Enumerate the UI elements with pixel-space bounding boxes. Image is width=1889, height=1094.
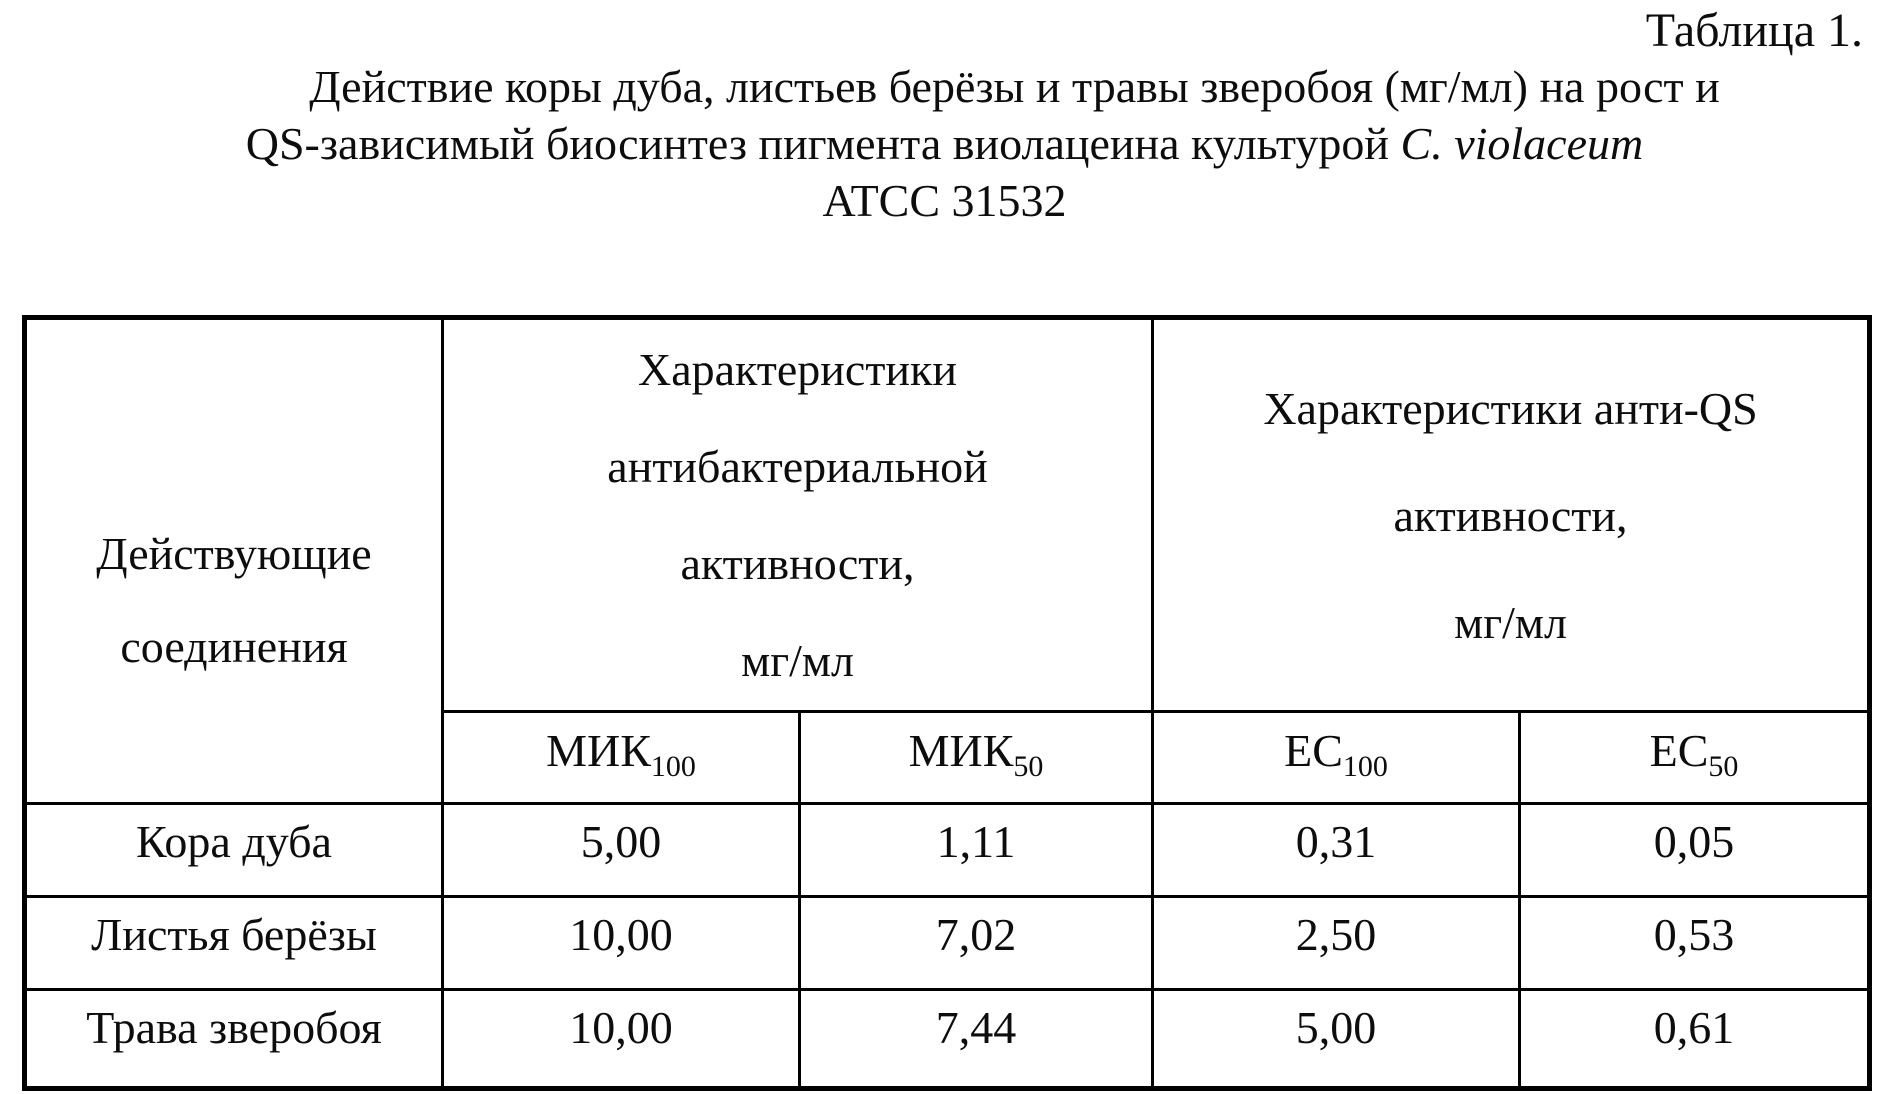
subheader-mik50-sub: 50 <box>1013 749 1044 783</box>
subheader-mik50-base: МИК <box>908 724 1014 776</box>
cell-ec50-value: 0,05 <box>1520 804 1870 897</box>
caption-line-2 <box>0 115 1889 172</box>
table-row-oak-bark <box>25 804 1870 897</box>
header-anti-qs-line-2: активности, <box>1393 489 1628 541</box>
header-antibacterial-line-1: Характеристики <box>637 344 958 395</box>
results-table <box>22 315 1872 1091</box>
cell-mik50-value: 7,44 <box>800 990 1153 1089</box>
subheader-mik100-base: МИК <box>546 724 651 776</box>
subheader-ec100 <box>1153 712 1520 804</box>
header-anti-qs-line-3: мг/мл <box>1454 596 1567 648</box>
subheader-ec50-base: EC <box>1649 724 1709 776</box>
subheader-mik100-sub: 100 <box>650 749 696 783</box>
caption-line-2-text: QS-зависимый биосинтез пигмента виолацеина культурой <box>245 118 1401 169</box>
header-anti-qs-group <box>1153 318 1870 712</box>
cell-compound-name: Кора дуба <box>25 804 443 897</box>
cell-ec50-value: 0,53 <box>1520 897 1870 990</box>
table-row-st-johns-wort <box>25 990 1870 1089</box>
table-number-label: Таблица 1. <box>1645 4 1863 57</box>
caption-line-3: ATCC 31532 <box>822 175 1067 226</box>
subheader-mik100 <box>443 712 800 804</box>
header-antibacterial-line-4: мг/мл <box>741 635 854 686</box>
header-anti-qs-line-1: Характеристики анти-QS <box>1263 382 1758 434</box>
header-row-groups <box>25 318 1870 712</box>
subheader-ec100-sub: 100 <box>1342 749 1388 783</box>
subheader-ec50 <box>1520 712 1870 804</box>
cell-mik50-value: 1,11 <box>800 804 1153 897</box>
caption-line-1: Действие коры дуба, листьев берёзы и травы зверобоя (мг/мл) на рост и <box>309 61 1720 112</box>
header-active-compounds-line-2: соединения <box>120 620 348 672</box>
cell-ec100-value: 5,00 <box>1153 990 1520 1089</box>
header-active-compounds-line-1: Действующие <box>96 527 372 579</box>
caption-species-name: C. violaceum <box>1400 118 1644 169</box>
header-antibacterial-group <box>443 318 1153 712</box>
cell-ec50-value: 0,61 <box>1520 990 1870 1089</box>
cell-mik100-value: 10,00 <box>443 897 800 990</box>
subheader-ec50-sub: 50 <box>1708 749 1739 783</box>
header-antibacterial-line-2: антибактериальной <box>607 441 988 492</box>
cell-mik100-value: 5,00 <box>443 804 800 897</box>
subheader-mik50 <box>800 712 1153 804</box>
header-active-compounds <box>25 318 443 804</box>
header-antibacterial-line-3: активности, <box>680 538 915 589</box>
cell-mik50-value: 7,02 <box>800 897 1153 990</box>
cell-ec100-value: 2,50 <box>1153 897 1520 990</box>
cell-compound-name: Трава зверобоя <box>25 990 443 1089</box>
table-row-birch-leaves <box>25 897 1870 990</box>
subheader-ec100-base: EC <box>1284 724 1343 776</box>
cell-ec100-value: 0,31 <box>1153 804 1520 897</box>
table-caption <box>0 58 1889 229</box>
cell-compound-name: Листья берёзы <box>25 897 443 990</box>
cell-mik100-value: 10,00 <box>443 990 800 1089</box>
